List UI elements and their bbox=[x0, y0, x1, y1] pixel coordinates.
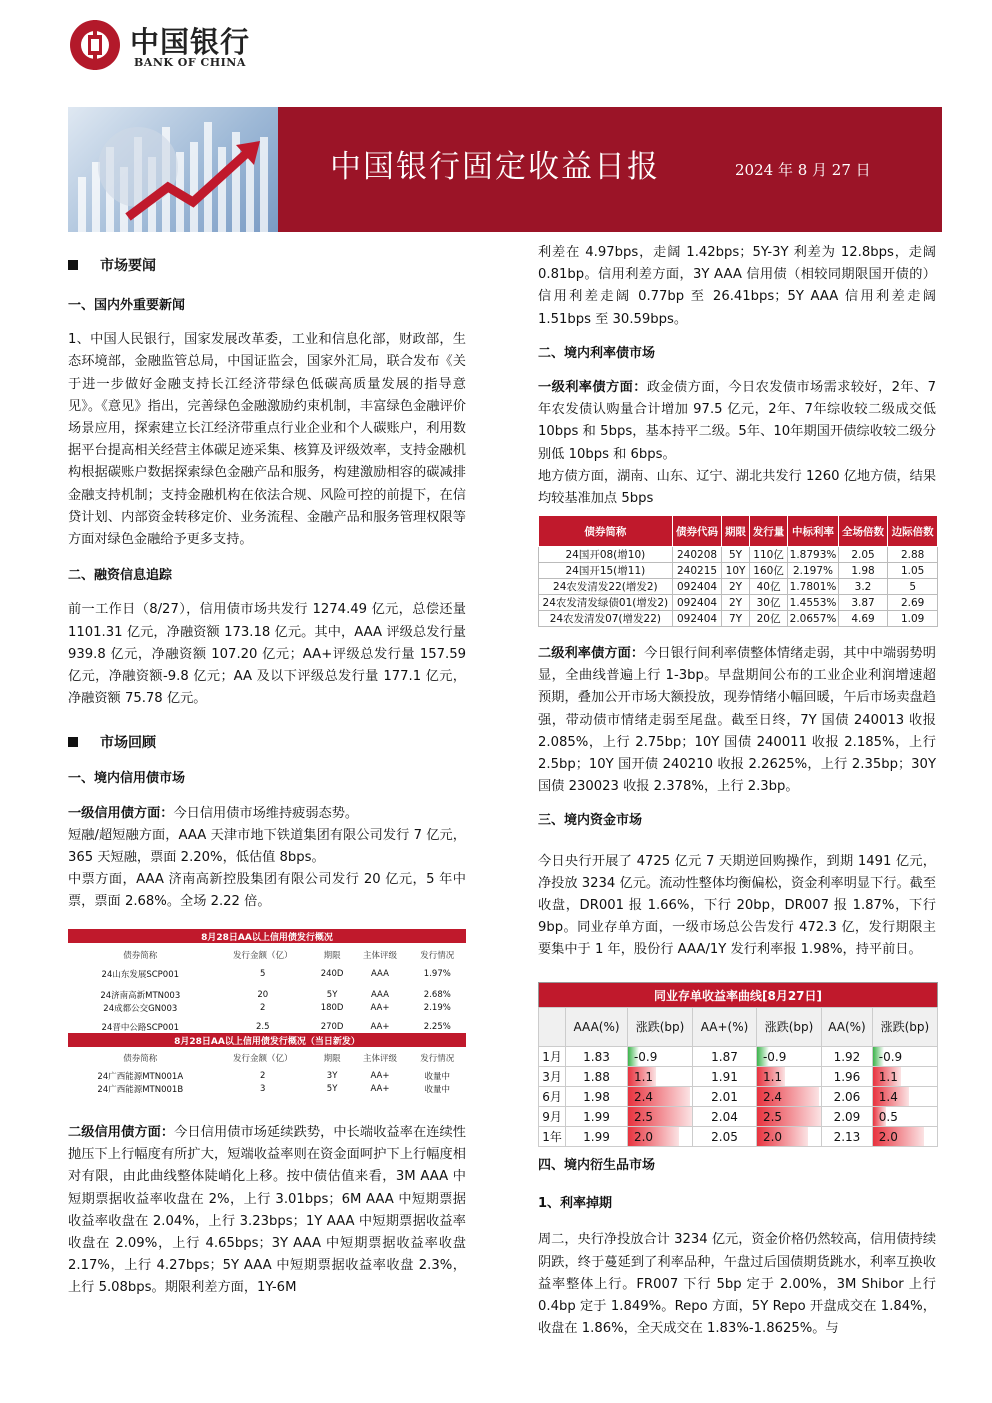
credit-bond-issuance-table bbox=[68, 929, 466, 1095]
subheading-interest-rate-swap: 1、利率掉期 bbox=[538, 1196, 613, 1212]
primary-rate-paragraph: 一级利率债方面：政金债方面，今日农发债市场需求较好，2年、7年农发债认购量合计增加 97.5 亿元，2年、7年综收较二级成交低 10bps 和 5bps，基本持平二级。5年、10年期国开债综收较二级分别低 10bps 和 6bps。 bbox=[538, 380, 937, 462]
logo-english-name: BANK OF CHINA bbox=[134, 56, 246, 69]
subheading-rate-bond-market: 二、境内利率债市场 bbox=[538, 345, 656, 361]
right-column-bottom bbox=[538, 1155, 936, 1340]
table-row: 24农发清发07(增发22) 092404 7Y 20亿 2.0657% 4.69 1.09 bbox=[539, 611, 938, 627]
money-market-paragraph: 今日央行开展了 4725 亿元 7 天期逆回购操作，到期 1491 亿元，净投放 3234 亿元。流动性整体均衡偏松，资金利率明显下行。截至收盘，DR001 报 1.66%，下行 20bp，DR007 报 1.87%，下行 9bp。同业存单方面，一级市场总公告发行 472.3 亿，发行期限主要集中于 1 年，股份行 AAA/1Y 发行利率报 1.98%，持平前日。 bbox=[538, 853, 937, 958]
secondary-rate-paragraph: 二级利率债方面：今日银行间利率债整体情绪走弱，其中中端弱势明显，全曲线普遍上行 1-3bp。早盘期间公布的工业企业利润增速超预期，叠加公开市场大额投放，现券情绪小幅回暖，午后市场卖盘趋强，带动债市情绪走弱至尾盘。截至日终，7Y 国债 240013 收报 2.085%，上行 2.75bp；10Y 国债 240011 收报 2.185%，上行 2.5bp；10Y 国开债 240210 收报 2.2625%，上行 2.35bp；30Y 国债 230023 收报 2.378%，上行 2.3bp。 bbox=[538, 646, 936, 795]
change-bar-cell: 0.5 bbox=[872, 1107, 937, 1127]
col-header: 期限 bbox=[323, 1054, 341, 1064]
change-bar-cell: 1.1 bbox=[627, 1067, 692, 1087]
col-header: 边际倍数 bbox=[888, 516, 938, 547]
change-bar-cell: -0.9 bbox=[756, 1047, 821, 1067]
table-title: 8月28日AA以上信用债发行概况（当日新发） bbox=[68, 1033, 466, 1047]
subheading-credit-bond-market: 一、境内信用债市场 bbox=[68, 771, 186, 787]
change-bar-cell: 1.1 bbox=[872, 1067, 937, 1087]
table-row: 6月 1.98 2.4 2.01 2.4 2.06 1.4 bbox=[539, 1087, 938, 1107]
col-header: 发行金额（亿） bbox=[232, 1054, 293, 1064]
subheading-money-market: 三、境内资金市场 bbox=[538, 813, 643, 829]
table-row: 24成都公交GN003 2 180D AA+ 2.19% bbox=[103, 1002, 451, 1014]
bank-logo-icon bbox=[70, 20, 120, 70]
col-header: 发行情况 bbox=[420, 1054, 455, 1064]
table-row: 24山东发展SCP001 5 240D AAA 1.97% bbox=[101, 968, 451, 980]
table-row: 24国开15(增11) 240215 10Y 160亿 2.197% 1.98 1.05 bbox=[539, 563, 938, 579]
col-header bbox=[539, 1008, 566, 1047]
change-bar-cell: 2.5 bbox=[756, 1107, 821, 1127]
col-header: AA(%) bbox=[822, 1008, 873, 1047]
change-bar-cell: 1.1 bbox=[756, 1067, 821, 1087]
change-bar-cell: 2.0 bbox=[627, 1127, 692, 1147]
square-bullet-icon bbox=[68, 260, 78, 270]
report-date: 2024 年 8 月 27 日 bbox=[735, 161, 871, 179]
change-bar-cell: 2.5 bbox=[627, 1107, 692, 1127]
financing-paragraph: 前一工作日（8/27），信用债市场共发行 1274.49 亿元，总偿还量 1101.31 亿元，净融资额 173.18 亿元。其中，AAA 评级总发行量 939.8 亿元，净融资额 107.20 亿元；AA+评级总发行量 157.59 亿元，净融资额-9.8 亿元；AA 及以下评级总发行量 177.1 亿元，净融资额 75.78 亿元。 bbox=[68, 602, 466, 707]
subheading-financing-tracking: 二、融资信息追踪 bbox=[68, 568, 173, 584]
table-row: 24广西能源MTN001B 3 5Y AA+ 收量中 bbox=[97, 1083, 451, 1095]
ncd-yield-curve-table bbox=[538, 982, 938, 1147]
change-bar-cell: 2.0 bbox=[872, 1127, 937, 1147]
table-row: 1年 1.99 2.0 2.05 2.0 2.13 2.0 bbox=[539, 1127, 938, 1147]
change-bar-cell: 2.0 bbox=[756, 1127, 821, 1147]
secondary-credit-paragraph: 二级信用债方面：今日信用债市场延续跌势，中长端收益率在连续性抛压下上行幅度有所扩大，短端收益率则在资金面呵护下上行幅度相对有限，由此曲线整体陡峭化上移。按中债估值来看，3M AAA 中短期票据收益率收盘在 2%，上行 3.01bps；6M AAA 中短期票据收益率收盘在 2.04%，上行 3.23bps；1Y AAA 中短期票据收益率收盘在 2.09%，上行 4.65bps；3Y AAA 中短期票据收益率收盘 2.17%，上行 4.27bps；5Y AAA 中短期票据收益率收盘 2.3%，上行 5.08bps。期限利差方面，1Y-6M bbox=[68, 1125, 466, 1296]
col-header: 期限 bbox=[722, 516, 749, 547]
col-header: 发行情况 bbox=[420, 951, 455, 961]
title-banner bbox=[68, 107, 942, 232]
col-header: 主体评级 bbox=[362, 951, 397, 961]
col-header: 中标利率 bbox=[788, 516, 838, 547]
table-row: 1月 1.83 -0.9 1.87 -0.9 1.92 -0.9 bbox=[539, 1047, 938, 1067]
swap-paragraph: 周二，央行净投放合计 3234 亿元，资金价格仍然较高，信用债持续阴跌，终于蔓延到了利率品种，午盘过后国债期货跳水，利率互换收益率整体上行。FR007 下行 5bp 定于 2.00%，3M Shibor 上行 0.4bp 定于 1.849%。Repo 方面，5Y Repo 开盘成交在 1.84%，收盘在 1.86%，全天成交在 1.83%-1.8625%。与 bbox=[538, 1232, 937, 1337]
report-title: 中国银行固定收益日报 bbox=[330, 149, 660, 185]
section-heading-market-news: 市场要闻 bbox=[68, 255, 466, 281]
table-row: 24农发清发22(增发2) 092404 2Y 40亿 1.7801% 3.2 5 bbox=[539, 579, 938, 595]
col-header: 发行量 bbox=[749, 516, 788, 547]
col-header: 债券简称 bbox=[539, 516, 673, 547]
table-row: 9月 1.99 2.5 2.04 2.5 2.09 0.5 bbox=[539, 1107, 938, 1127]
short-financing-paragraph: 短融/超短融方面，AAA 天津市地下铁道集团有限公司发行 7 亿元，365 天短融，票面 2.20%，低估值 8bps。 bbox=[68, 827, 466, 866]
col-header: 主体评级 bbox=[362, 1054, 397, 1064]
col-header: 期限 bbox=[323, 951, 341, 961]
change-bar-cell: -0.9 bbox=[872, 1047, 937, 1067]
table-row: 24农发清发绿债01(增发2) 092404 2Y 30亿 1.4553% 3.87 2.69 bbox=[539, 595, 938, 611]
col-header: 发行金额（亿） bbox=[232, 951, 293, 961]
col-header: 债券简称 bbox=[123, 951, 158, 961]
primary-credit-paragraph: 一级信用债方面：今日信用债市场维持疲弱态势。 bbox=[68, 805, 359, 821]
table-row: 24济南高新MTN003 20 5Y AAA 2.68% bbox=[100, 989, 451, 1001]
section-heading-market-review: 市场回顾 bbox=[68, 732, 466, 756]
col-header: 债券简称 bbox=[123, 1054, 158, 1064]
table-title: 同业存单收益率曲线[8月27日] bbox=[539, 983, 938, 1008]
left-column bbox=[68, 255, 466, 914]
col-header: AAA(%) bbox=[566, 1008, 628, 1047]
right-column-mid bbox=[538, 643, 936, 962]
col-header: 涨跌(bp) bbox=[872, 1008, 937, 1047]
mtn-paragraph: 中票方面，AAA 济南高新控股集团有限公司发行 20 亿元，5 年中票，票面 2.68%。全场 2.22 倍。 bbox=[68, 872, 466, 910]
table-row: 24广西能源MTN001A 2 3Y AA+ 收量中 bbox=[97, 1070, 451, 1082]
change-bar-cell: 2.4 bbox=[756, 1087, 821, 1107]
local-bond-paragraph: 地方债方面，湖南、山东、辽宁、湖北共发行 1260 亿地方债，结果均较基准加点 5bps bbox=[538, 468, 937, 507]
col-header: 涨跌(bp) bbox=[627, 1008, 692, 1047]
square-bullet-icon bbox=[68, 737, 78, 747]
subheading-derivatives-market: 四、境内衍生品市场 bbox=[538, 1158, 656, 1173]
news-paragraph: 1、中国人民银行，国家发展改革委，工业和信息化部，财政部，生态环境部，金融监管总局，中国证监会，国家外汇局，联合发布《关于进一步做好金融支持长江经济带绿色低碳高质量发展的指导意见》。《意见》指出，完善绿色金融激励约束机制，丰富绿色金融评价场景应用，探索建立长江经济带重点行业企业和个人碳账户，利用数据平台提高相关经营主体碳足迹采集、核算及评级效率，支持金融机构根据碳账户数据探索绿色金融产品和服务，构建激励相容的碳减排金融支持机制；支持金融机构在依法合规、风险可控的前提下，在信贷计划、内部资金转移定价、业务流程、金融产品和服务管理权限等方面对绿色金融给予更多支持。 bbox=[68, 332, 466, 548]
col-header: 涨跌(bp) bbox=[756, 1008, 821, 1047]
col-header: 全场倍数 bbox=[838, 516, 888, 547]
subheading-domestic-news: 一、国内外重要新闻 bbox=[68, 298, 186, 313]
change-bar-cell: 2.4 bbox=[627, 1087, 692, 1107]
right-column-top bbox=[538, 242, 936, 510]
change-bar-cell: 1.4 bbox=[872, 1087, 937, 1107]
rate-bond-auction-table bbox=[538, 515, 938, 627]
col-header: AA+(%) bbox=[693, 1008, 757, 1047]
table-row: 3月 1.88 1.1 1.91 1.1 1.96 1.1 bbox=[539, 1067, 938, 1087]
table-title: 8月28日AA以上信用债发行概况 bbox=[68, 929, 466, 943]
rising-chart-banner-image bbox=[68, 107, 278, 232]
change-bar-cell: -0.9 bbox=[627, 1047, 692, 1067]
bank-logo bbox=[68, 18, 268, 74]
logo-chinese-name: 中国银行 bbox=[130, 25, 251, 59]
table-row: 24国开08(增10) 240208 5Y 110亿 1.8793% 2.05 2.88 bbox=[539, 547, 938, 563]
table-row bbox=[68, 980, 466, 988]
spread-paragraph: 利差在 4.97bps，走阔 1.42bps；5Y-3Y 利差为 12.8bps，走阔 0.81bp。信用利差方面，3Y AAA 信用债（相较同期限国开债的）信用利差走阔 0.77bp 至 26.41bps；5Y AAA 信用利差走阔 1.51bps 至 30.59bps。 bbox=[538, 245, 936, 327]
col-header: 债券代码 bbox=[672, 516, 722, 547]
table-row: 24晋中公路SCP001 2.5 270D AA+ 2.25% bbox=[101, 1021, 451, 1033]
